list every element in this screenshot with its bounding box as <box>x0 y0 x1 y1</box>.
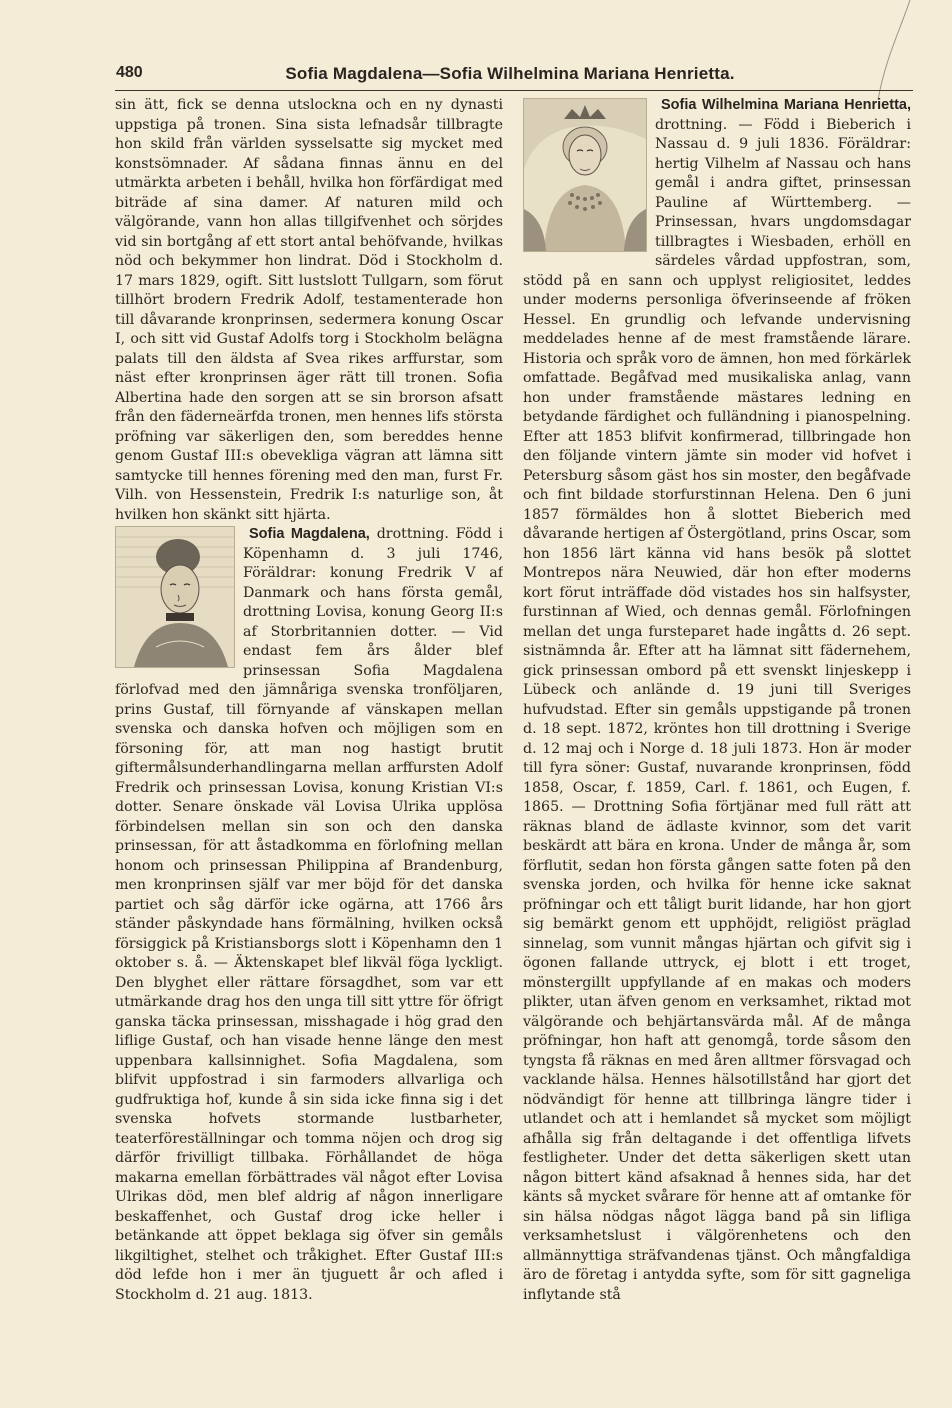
entry-text: drottning. Född i Köpenhamn d. 3 juli 1746, Föräldrar: konung Fredrik V af Danmark och hans första gemål, drottning Lovisa, konung Georg II:s af Storbritannien dotter. — Vid endast fem års ålder blef prinsessan Sofia Magdalena förlofvad med den jämnåriga svenska tronföljaren, prins Gustaf, till förnyande af vänskapen mellan svenska och danska hofven och möjligen som en försoning för, att man nog hastigt brutit giftermålsunderhandlingarna mellan arffursten Adolf Fredrik och prinsessan Lovisa, konung Kristian VI:s dotter. Senare önskade väl Lovisa Ulrika upplösa förbindelsen mellan sin son och den danska prinsessan, för att åstadkomma en förlofning mellan honom och prinsessan Philippina af Brandenburg, men kronprinsen själf var mer böjd för det danska partiet och såg därför icke ogärna, att 1766 års ständer påskyndade hans förmälning, hvilken också försiggick på Kristiansborgs slott i Köpenhamn den 1 oktober s. å. — Äktenskapet blef likväl föga lyckligt. Den blyghet eller rättare försagdhet, som var ett utmärkande drag hos den unga till sitt yttre för öfrigt ganska täcka prinsessan, misshagade i hög grad den liflige Gustaf, och han visade henne länge den mest uppenbara kallsinnighet. Sofia Magdalena, som blifvit uppfostrad i sin farmoders allvarliga och gudfruktiga hof, kunde å sin sida icke finna sig i det svenska hofvets stormande lustbarheter, teaterföreställningar och tomma nöjen och drog sig därför frivilligt tillbaka. Förhållandet de höga makarna emellan förbättrades väl något efter Lovisa Ulrikas död, men blef aldrig af någon innerligare beskaffenhet, och Gustaf drog icke heller i betänkande att öppet beklaga sig öfver sin gemåls likgiltighet, stelhet och tråkighet. Efter Gustaf III:s död lefde hon i mer än tjuguett år och afled i Stockholm d. 21 aug. 1813. <box>115 526 503 1303</box>
entry-text: drottning. — Född i Bieberich i Nassau d. 9 juli 1836. Föräldrar: hertig Vilhelm af Nassau och hans gemål i andra giftet, prinsessan Pauline af Württemberg. — Prinsessan, hvars ungdomsdagar tillbragtes i Wiesbaden, erhöll en särdeles vårdad uppfostran, som, stödd på en sann och upplyst religiositet, leddes under moderns personliga öfverinseende af fröken Hessel. En grundlig och lefvande undervisning meddelades henne af de mest framstående lärare. Historia och språk voro de ämnen, hon med förkärlek omfattade. Begåfvad med musikaliska anlag, vann hon under framstående mästares ledning en betydande färdighet och fulländning i pianospelning. Efter att 1853 blifvit konfirmerad, tillbringade hon den följande vintern jämte sin moder vid hofvet i Petersburg såsom gäst hos sin moster, den begåfvade och fint bildade storfurstinnan Helena. Den 6 juni 1857 förmäldes hon å slottet Bieberich med dåvarande hertigen af Östergötland, prins Oscar, som hon 1856 lärt känna vid hans besök på slottet Montrepos nära Neuwied, där hon efter moderns kort förut inträffade död vistades hos sin halfsyster, furstinnan af Wied, och dennas gemål. Förlofningen mellan det unga fursteparet hade ingåtts d. 26 sept. sistnämnda år. Efter att ha lämnat sitt fädernehem, gick prinsessan ombord på ett svenskt linjeskepp i Lübeck och anlände d. 19 juni till Sveriges hufvudstad. Efter sin gemåls uppstigande på tronen d. 18 sept. 1872, kröntes hon till drottning i Sverige d. 12 maj och i Norge d. 18 juli 1873. Hon är moder till fyra söner: Gustaf, nuvarande kronprinsen, född 1858, Oscar, f. 1859, Carl. f. 1861, och Eugen, f. 1865. — Drottning Sofia förtjänar med full rätt att räknas bland de ädlaste kvinnor, som det varit beskärdt att bära en krona. Under de många år, som förflutit, sedan hon första gången satte foten på den svenska jorden, och hvilka för henne icke saknat pröfningar och ett tåligt burit lidande, har hon gjort sig bemärkt genom ett upphöjdt, religiöst präglad sinnelag, som vunnit mångas hjärtan och gifvit sig i ögonen fallande uttryck, ej blott i ett troget, mönstergillt uppfyllande af en makas och moders plikter, utan äfven genom en verksamhet, riktad mot välgörande och behjärtansvärda mål. Af de många pröfningar, hon haft att genomgå, torde såsom den tyngsta få räknas en med åren alltmer försvagad och vacklande hälsa. Hennes hälsotillstånd har gjort det nödvändigt för henne att tillbringa längre tider i utlandet och att i hemlandet så mycket som möjligt afhålla sig från deltagande i det offentliga lifvets festligheter. Under det detta säkerligen skett utan någon bittert känd afsaknad å hennes sida, har det känts så mycket svårare för henne att af omtanke för sin hälsa nödgas något lägga band på sin lifliga verksamhetslust i välgörenhetens och den allmännyttiga sträfvandenas tjänst. Och mångfaldiga äro de företag i antydda syfte, som för sitt gagneliga inflytande stå <box>523 116 911 1303</box>
portrait-engraving <box>116 527 234 667</box>
pencil-mark <box>870 0 930 100</box>
entry-sofia-magdalena <box>115 525 503 1305</box>
header-rule <box>115 90 913 91</box>
entry-lemma: Sofia Magdalena, <box>249 526 370 542</box>
right-column <box>523 96 911 1386</box>
entry-sofia-wilhelmina <box>523 96 911 1305</box>
portrait-photo <box>524 99 646 251</box>
continuation-paragraph: sin ätt, fick se denna utslockna och en ny dynasti uppstiga på tronen. Sina sista lefnadsår tillbragte hon skild från världen sysselsatte sig mycket med konstsömnader. Af sådana finnas ännu en del utmärkta arbeten i behåll, hvilka hon förfärdigat med biträde af sina damer. Af naturen mild och välgörande, vann hon allas tillgifvenhet och sörjdes vid sin bortgång af ett stort antal behöfvande, hvilkas nöd och bekymmer hon lindrat. Död i Stockholm d. 17 mars 1829, ogift. Sitt lustslott Tullgarn, som förut tillhört brodern Fredrik Adolf, testamenterade hon till dåvarande kronprinsen, sedermera konung Oscar I, och sitt vid Gustaf Adolfs torg i Stockholm belägna palats till den äldsta af Svea rikes arffurstar, som näst efter kronprinsen äger rätt till tronen. Sofia Albertina hade den sorgen att se sin brorson afsatt från den fäderneärfda tronen, men hennes lifs största pröfning var säkerligen den, som bereddes henne genom Gustaf III:s obevekliga vägran att lämna sitt samtycke till hennes förening med den man, furst Fr. Vilh. von Hessenstein, Fredrik I:s naturlige son, åt hvilken hon skänkt sitt hjärta. <box>115 97 503 523</box>
portrait-sofia-magdalena <box>115 526 235 668</box>
portrait-sofia-wilhelmina <box>523 98 647 252</box>
page-number: 480 <box>116 64 143 81</box>
left-column <box>115 96 503 1386</box>
entry-lemma: Sofia Wilhelmina Mariana Henrietta, <box>661 97 911 113</box>
running-header-title: Sofia Magdalena—Sofia Wilhelmina Mariana Henrietta. <box>285 64 735 83</box>
